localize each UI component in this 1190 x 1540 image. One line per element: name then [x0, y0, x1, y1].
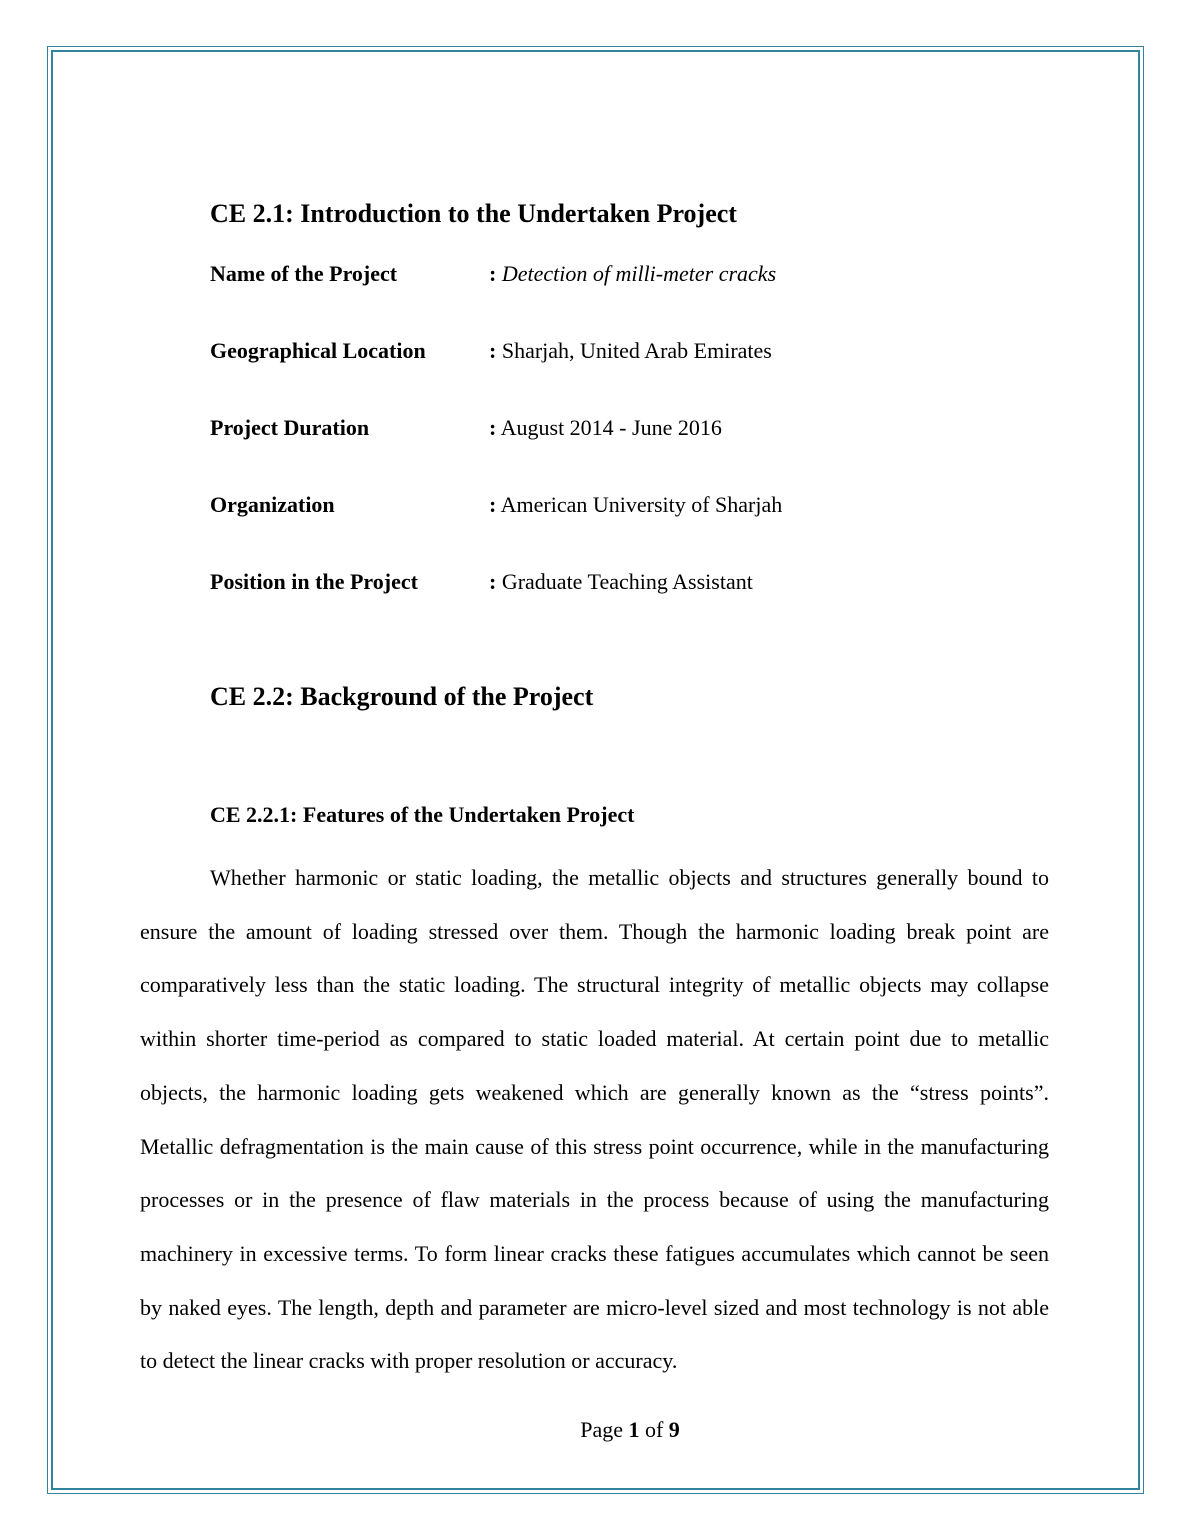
field-colon: :: [489, 415, 497, 440]
page-footer: [0, 1416, 1190, 1444]
page-word: Page: [580, 1417, 623, 1442]
field-value: Detection of milli-meter cracks: [501, 261, 777, 286]
field-colon: :: [489, 261, 497, 286]
intro-heading: CE 2.1: Introduction to the Undertaken Project: [210, 199, 737, 228]
field-value: Graduate Teaching Assistant: [501, 569, 753, 594]
field-label: Organization: [210, 492, 335, 517]
of-word: of: [644, 1417, 664, 1442]
field-value-wrapper: [489, 337, 772, 365]
field-label: Project Duration: [210, 415, 370, 440]
features-paragraph: Whether harmonic or static loading, the metallic objects and structures generally bound to ensure the amount of loading stressed over them. Though the harmonic loading break point are comparatively less than the static loading. The structural integrity of metallic objects may collapse within shorter time-period as compared to static loaded material. At certain point due to metallic objects, the harmonic loading gets weakened which are generally known as the “stress points”. Metallic defragmentation is the main cause of this stress point occurrence, while in the manufacturing processes or in the presence of flaw materials in the process because of using the manufacturing machinery in excessive terms. To form linear cracks these fatigues accumulates which cannot be seen by naked eyes. The length, depth and parameter are micro-level sized and most technology is not able to detect the linear cracks with proper resolution or accuracy.: [140, 865, 1049, 1374]
field-label: Position in the Project: [210, 569, 418, 594]
field-value: American University of Sharjah: [500, 492, 783, 517]
field-label: Name of the Project: [210, 261, 398, 286]
field-value-wrapper: [489, 568, 753, 596]
field-colon: :: [489, 492, 497, 517]
field-value-wrapper: [489, 260, 776, 288]
total-pages-number: 9: [668, 1417, 680, 1442]
field-value: August 2014 - June 2016: [500, 415, 722, 440]
field-colon: :: [489, 338, 497, 363]
field-value-wrapper: [489, 491, 782, 519]
field-value-wrapper: [489, 414, 722, 442]
features-heading: CE 2.2.1: Features of the Undertaken Project: [210, 802, 635, 827]
field-colon: :: [489, 569, 497, 594]
field-value: Sharjah, United Arab Emirates: [501, 338, 772, 363]
field-label: Geographical Location: [210, 338, 426, 363]
background-heading: CE 2.2: Background of the Project: [210, 682, 594, 711]
current-page-number: 1: [628, 1417, 640, 1442]
